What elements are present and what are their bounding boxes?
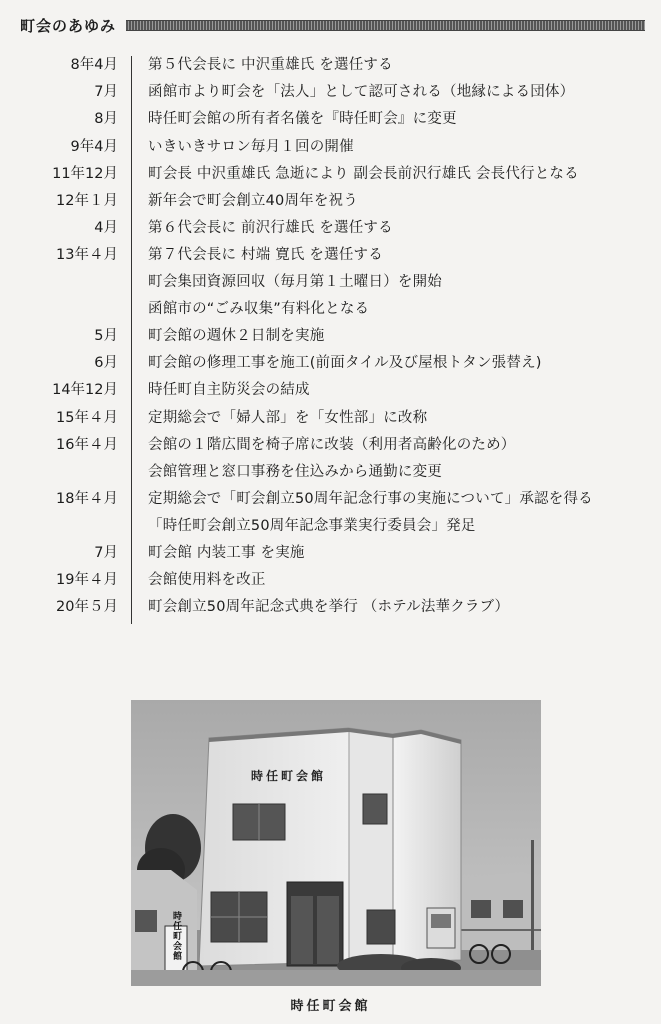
timeline-date: 12年１月 bbox=[56, 192, 118, 209]
timeline-date: 11年12月 bbox=[52, 165, 118, 182]
timeline-row bbox=[0, 160, 661, 187]
timeline-event: 町会集団資源回収（毎月第１土曜日）を開始 bbox=[148, 274, 442, 291]
timeline-date: 6月 bbox=[94, 355, 118, 372]
timeline-row bbox=[0, 404, 661, 431]
timeline-event: 定期総会で「町会創立50周年記念行事の実施について」承認を得る bbox=[148, 490, 593, 507]
timeline-event: 第７代会長に 村端 寛氏 を選任する bbox=[148, 246, 383, 263]
timeline-date: 13年４月 bbox=[56, 246, 118, 263]
timeline-date: 15年４月 bbox=[56, 409, 118, 426]
timeline-row bbox=[0, 269, 661, 296]
timeline-row bbox=[0, 350, 661, 377]
history-timeline bbox=[0, 52, 661, 621]
timeline-date: 16年４月 bbox=[56, 436, 118, 453]
building-photo bbox=[131, 700, 541, 986]
timeline-row bbox=[0, 242, 661, 269]
timeline-date: 8月 bbox=[94, 111, 118, 128]
timeline-event: 町会創立50周年記念式典を挙行 （ホテル法華クラブ） bbox=[148, 599, 510, 616]
timeline-event: 第５代会長に 中沢重雄氏 を選任する bbox=[148, 57, 393, 74]
timeline-row bbox=[0, 296, 661, 323]
timeline-row bbox=[0, 567, 661, 594]
timeline-row bbox=[0, 540, 661, 567]
timeline-row bbox=[0, 52, 661, 79]
timeline-event: いきいきサロン毎月１回の開催 bbox=[148, 138, 354, 155]
timeline-event: 函館市の“ごみ収集”有料化となる bbox=[148, 301, 370, 318]
building-photo-illustration bbox=[131, 700, 541, 986]
page-header bbox=[20, 14, 645, 36]
timeline-date: 7月 bbox=[94, 84, 118, 101]
timeline-date: 19年４月 bbox=[56, 572, 118, 589]
timeline-date: 5月 bbox=[94, 328, 118, 345]
timeline-date: 7月 bbox=[94, 544, 118, 561]
timeline-event: 会館使用料を改正 bbox=[148, 572, 266, 589]
timeline-event: 新年会で町会創立40周年を祝う bbox=[148, 192, 358, 209]
timeline-event: 町会長 中沢重雄氏 急逝により 副会長前沢行雄氏 会長代行となる bbox=[148, 165, 579, 182]
timeline-date: 20年５月 bbox=[56, 599, 118, 616]
timeline-event: 町会館 内装工事 を実施 bbox=[148, 544, 305, 561]
timeline-row bbox=[0, 377, 661, 404]
page-title: 町会のあゆみ bbox=[20, 16, 117, 35]
timeline-row bbox=[0, 106, 661, 133]
timeline-event: 時任町自主防災会の結成 bbox=[148, 382, 310, 399]
timeline-row bbox=[0, 79, 661, 106]
timeline-row bbox=[0, 513, 661, 540]
timeline-event: 「時任町会創立50周年記念事業実行委員会」発足 bbox=[148, 517, 476, 534]
timeline-row bbox=[0, 458, 661, 485]
timeline-date: 8年4月 bbox=[70, 57, 118, 74]
timeline-date: 4月 bbox=[94, 219, 118, 236]
header-rule bbox=[126, 20, 645, 31]
timeline-event: 定期総会で「婦人部」を「女性部」に改称 bbox=[148, 409, 428, 426]
timeline-event: 町会館の週休２日制を実施 bbox=[148, 328, 325, 345]
timeline-event: 会館の１階広間を椅子席に改装（利用者高齢化のため） bbox=[148, 436, 516, 453]
timeline-event: 時任町会館の所有者名儀を『時任町会』に変更 bbox=[148, 111, 457, 128]
building-sign: 時任町会館 bbox=[251, 769, 327, 783]
timeline-row bbox=[0, 486, 661, 513]
timeline-date: 18年４月 bbox=[56, 490, 118, 507]
photo-caption: 時任町会館 bbox=[290, 999, 371, 1014]
vertical-signboard: 時任町会館 bbox=[171, 911, 181, 961]
timeline-row bbox=[0, 187, 661, 214]
timeline-event: 第６代会長に 前沢行雄氏 を選任する bbox=[148, 219, 393, 236]
timeline-event: 町会館の修理工事を施工(前面タイル及び屋根トタン張替え) bbox=[148, 355, 542, 372]
timeline-axis bbox=[131, 56, 132, 624]
timeline-row bbox=[0, 215, 661, 242]
timeline-row bbox=[0, 323, 661, 350]
timeline-row bbox=[0, 431, 661, 458]
timeline-row bbox=[0, 594, 661, 621]
timeline-row bbox=[0, 133, 661, 160]
timeline-date: 9年4月 bbox=[70, 138, 118, 155]
timeline-date: 14年12月 bbox=[52, 382, 118, 399]
timeline-event: 函館市より町会を「法人」として認可される（地縁による団体） bbox=[148, 84, 575, 101]
timeline-event: 会館管理と窓口事務を住込みから通勤に変更 bbox=[148, 463, 442, 480]
